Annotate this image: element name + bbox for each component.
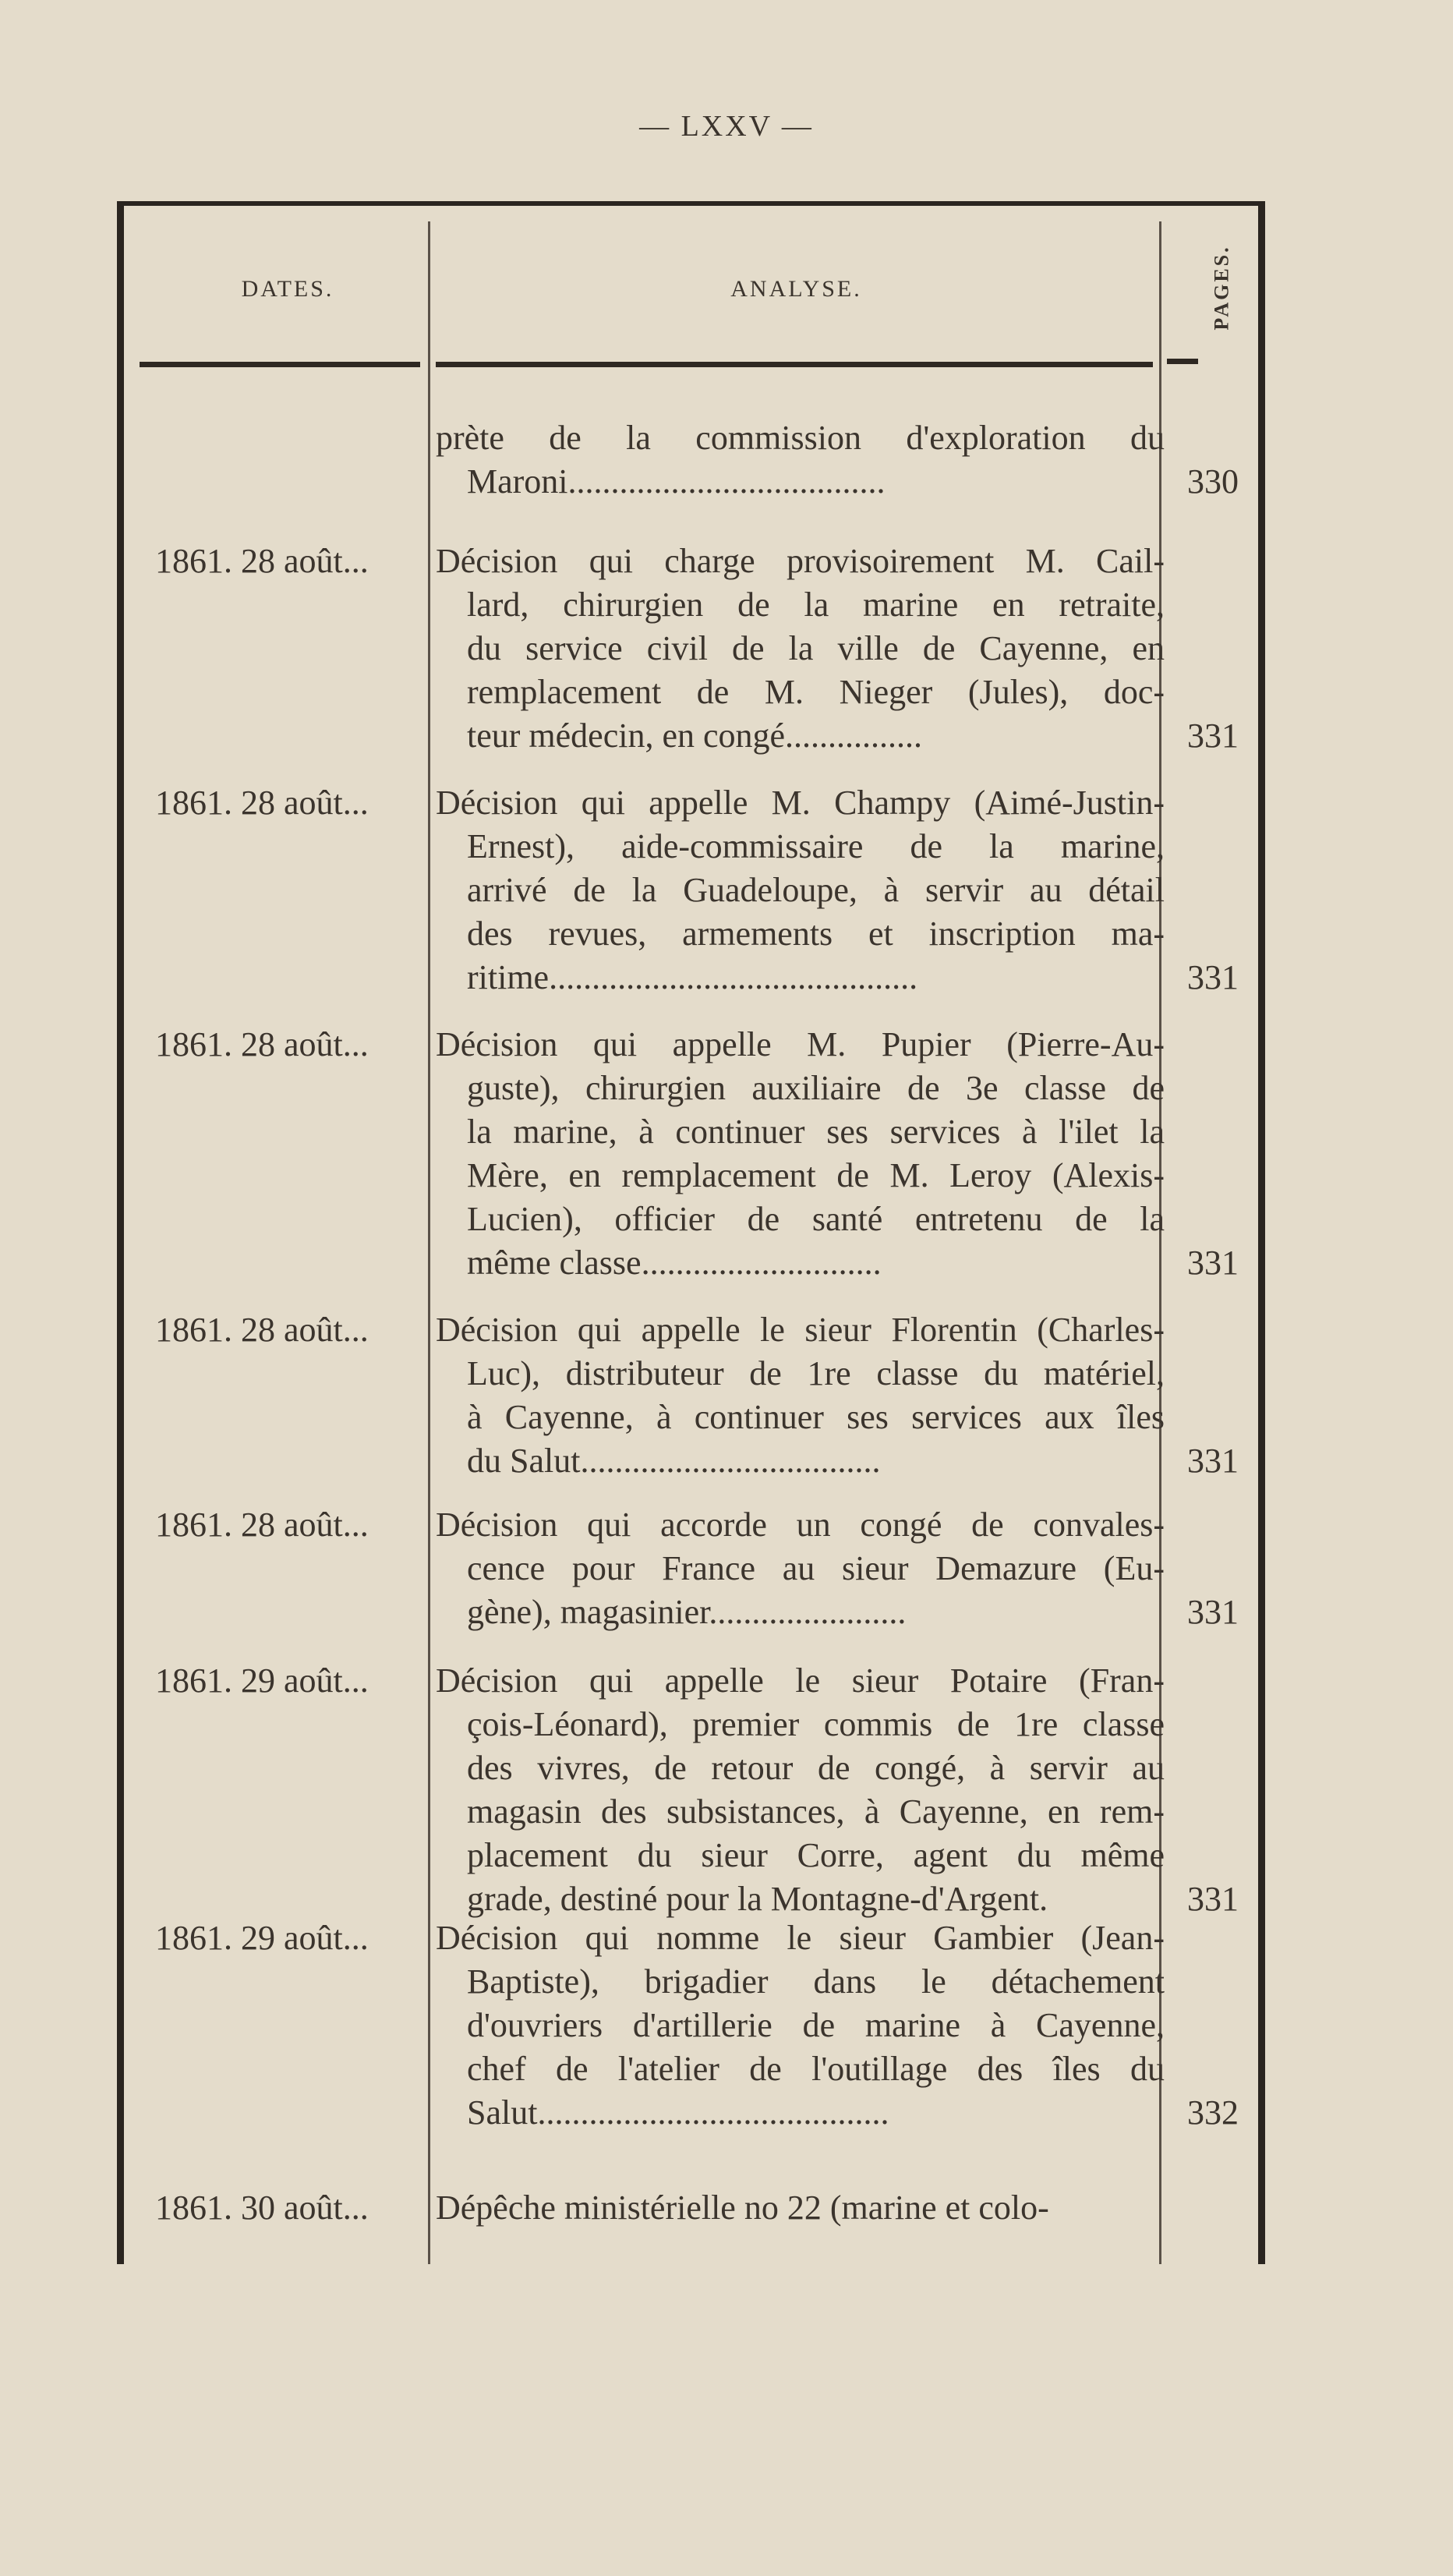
analysis-line: arrivé de la Guadeloupe, à servir au détail bbox=[467, 871, 1165, 909]
analysis-line: lard, chirurgien de la marine en retraite, bbox=[467, 586, 1165, 624]
entry-page-number: 330 bbox=[1187, 462, 1239, 501]
entry-analysis bbox=[436, 1023, 1165, 1285]
analysis-line: Luc), distributeur de 1re classe du matériel, bbox=[467, 1354, 1165, 1392]
analysis-line: Décision qui nomme le sieur Gambier (Jean- bbox=[436, 1919, 1165, 1957]
header-pages bbox=[1207, 221, 1238, 354]
analysis-line: la marine, à continuer ses services à l'ilet la bbox=[467, 1113, 1165, 1151]
entry-analysis bbox=[436, 2186, 1165, 2230]
entry-page-number: 331 bbox=[1187, 1880, 1239, 1918]
entry-analysis bbox=[436, 1503, 1165, 1634]
header-dates: DATES. bbox=[241, 276, 334, 302]
entry-analysis bbox=[436, 1308, 1165, 1483]
analysis-line: teur médecin, en congé................ bbox=[467, 717, 923, 755]
analysis-line: prète de la commission d'exploration du bbox=[436, 419, 1165, 457]
register-table bbox=[117, 201, 1265, 2264]
entry-page-number: 331 bbox=[1187, 1593, 1239, 1631]
entry-date: 1861. 28 août... bbox=[155, 542, 369, 580]
analysis-line: Mère, en remplacement de M. Leroy (Alexis- bbox=[467, 1156, 1165, 1194]
entry-analysis bbox=[436, 540, 1165, 758]
entry-page-number: 332 bbox=[1187, 2093, 1239, 2132]
analysis-line: Dépêche ministérielle no 22 (marine et colo- bbox=[436, 2189, 1049, 2227]
header-rule-pages bbox=[1167, 359, 1198, 364]
header-pages-label: PAGES. bbox=[1211, 245, 1234, 331]
analysis-line: même classe............................ bbox=[467, 1244, 882, 1282]
running-head: — LXXV — bbox=[639, 110, 814, 143]
analysis-line: magasin des subsistances, à Cayenne, en rem- bbox=[467, 1792, 1165, 1831]
analysis-line: à Cayenne, à continuer ses services aux îles bbox=[467, 1398, 1165, 1436]
entry-analysis bbox=[436, 1916, 1165, 2135]
analysis-line: çois-Léonard), premier commis de 1re classe bbox=[467, 1705, 1165, 1743]
analysis-line: grade, destiné pour la Montagne-d'Argent. bbox=[467, 1880, 1048, 1918]
analysis-line: Maroni..................................... bbox=[467, 462, 886, 501]
analysis-line: d'ouvriers d'artillerie de marine à Cayenne, bbox=[467, 2006, 1165, 2044]
analysis-line: Décision qui charge provisoirement M. Cail- bbox=[436, 542, 1165, 580]
analysis-line: Lucien), officier de santé entretenu de la bbox=[467, 1200, 1165, 1238]
analysis-line: chef de l'atelier de l'outillage des îles du bbox=[467, 2050, 1165, 2088]
entry-date: 1861. 28 août... bbox=[155, 1311, 369, 1349]
analysis-line: Décision qui appelle M. Champy (Aimé-Justin- bbox=[436, 784, 1165, 822]
entry-date: 1861. 29 août... bbox=[155, 1919, 369, 1957]
analysis-line: placement du sieur Corre, agent du même bbox=[467, 1836, 1165, 1874]
entry-page-number: 331 bbox=[1187, 958, 1239, 996]
analysis-line: remplacement de M. Nieger (Jules), doc- bbox=[467, 673, 1165, 711]
entry-analysis bbox=[436, 781, 1165, 1000]
entry-page-number: 331 bbox=[1187, 717, 1239, 755]
header-rule-analysis bbox=[436, 362, 1153, 367]
entry-date: 1861. 28 août... bbox=[155, 1025, 369, 1063]
header-analysis: ANALYSE. bbox=[730, 276, 862, 302]
analysis-line: du Salut................................... bbox=[467, 1442, 881, 1480]
header-rule-dates bbox=[140, 362, 420, 367]
analysis-line: Décision qui appelle le sieur Potaire (Fran- bbox=[436, 1661, 1165, 1700]
analysis-line: Ernest), aide-commissaire de la marine, bbox=[467, 827, 1165, 865]
analysis-line: cence pour France au sieur Demazure (Eu- bbox=[467, 1549, 1165, 1587]
entry-date: 1861. 29 août... bbox=[155, 1661, 369, 1700]
entry-page-number: 331 bbox=[1187, 1244, 1239, 1282]
entry-date: 1861. 28 août... bbox=[155, 784, 369, 822]
analysis-line: Salut......................................... bbox=[467, 2093, 889, 2132]
entry-date: 1861. 28 août... bbox=[155, 1506, 369, 1544]
analysis-line: des vivres, de retour de congé, à servir au bbox=[467, 1749, 1165, 1787]
analysis-line: Décision qui appelle M. Pupier (Pierre-Au- bbox=[436, 1025, 1165, 1063]
analysis-line: Décision qui appelle le sieur Florentin (Charles- bbox=[436, 1311, 1165, 1349]
analysis-line: Décision qui accorde un congé de convales- bbox=[436, 1506, 1165, 1544]
entry-date: 1861. 30 août... bbox=[155, 2189, 369, 2227]
entry-page-number: 331 bbox=[1187, 1442, 1239, 1480]
analysis-line: guste), chirurgien auxiliaire de 3e classe de bbox=[467, 1069, 1165, 1107]
analysis-line: Baptiste), brigadier dans le détachement bbox=[467, 1962, 1165, 2001]
analysis-line: du service civil de la ville de Cayenne, en bbox=[467, 629, 1165, 667]
entry-analysis bbox=[436, 416, 1165, 504]
analysis-line: gène), magasinier....................... bbox=[467, 1593, 907, 1631]
entry-analysis bbox=[436, 1659, 1165, 1921]
analysis-line: ritime........................................... bbox=[467, 958, 918, 996]
analysis-line: des revues, armements et inscription ma- bbox=[467, 915, 1165, 953]
